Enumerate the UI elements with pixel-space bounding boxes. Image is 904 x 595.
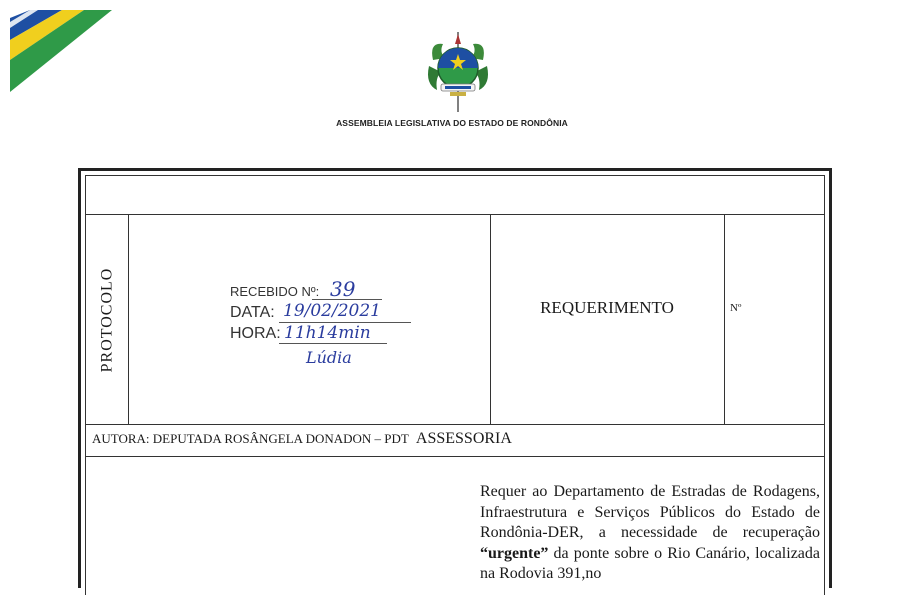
time-row <box>230 325 281 343</box>
signature-text: Lúdia <box>306 348 352 367</box>
request-text-after: da ponte sobre o Rio Canário, localizada na Rodovia 391,no <box>480 544 820 582</box>
received-number-label: RECEBIDO Nº: <box>230 284 320 299</box>
request-text-emphasis: “urgente” <box>480 544 549 562</box>
author-line <box>92 430 512 448</box>
frame-divider-top <box>85 214 825 215</box>
received-number-row <box>230 284 319 299</box>
request-text-before: Requer ao Departamento de Estradas de Rodagens, Infraestrutura e Serviços Públicos do Estado de Rondônia-DER, a necessidade de recuperação <box>480 483 820 541</box>
frame-divider-protocol-bottom <box>85 424 825 425</box>
protocolo-label <box>86 216 128 423</box>
author-office: ASSESSORIA <box>415 430 512 447</box>
date-row <box>230 304 275 322</box>
time-value: 11h14min <box>284 323 371 343</box>
document-number-label: Nº <box>730 302 742 314</box>
frame-divider-author-bottom <box>85 456 825 457</box>
assembly-name: ASSEMBLEIA LEGISLATIVA DO ESTADO DE RONDÔNIA <box>336 118 568 128</box>
document-type: REQUERIMENTO <box>540 298 674 317</box>
date-value: 19/02/2021 <box>283 301 381 321</box>
doc-type-column-divider <box>490 214 491 424</box>
protocol-column-divider <box>128 214 129 424</box>
request-summary <box>480 482 820 585</box>
date-label: DATA: <box>230 304 275 321</box>
coat-of-arms-icon <box>423 32 493 114</box>
protocolo-text: PROTOCOLO <box>98 267 115 372</box>
number-column-divider <box>724 214 725 424</box>
time-underline <box>279 343 387 344</box>
received-number-value: 39 <box>330 277 356 301</box>
flag-stripes-logo <box>10 10 114 94</box>
time-label: HORA: <box>230 325 281 342</box>
author-name: AUTORA: DEPUTADA ROSÂNGELA DONADON – PDT <box>92 431 409 446</box>
